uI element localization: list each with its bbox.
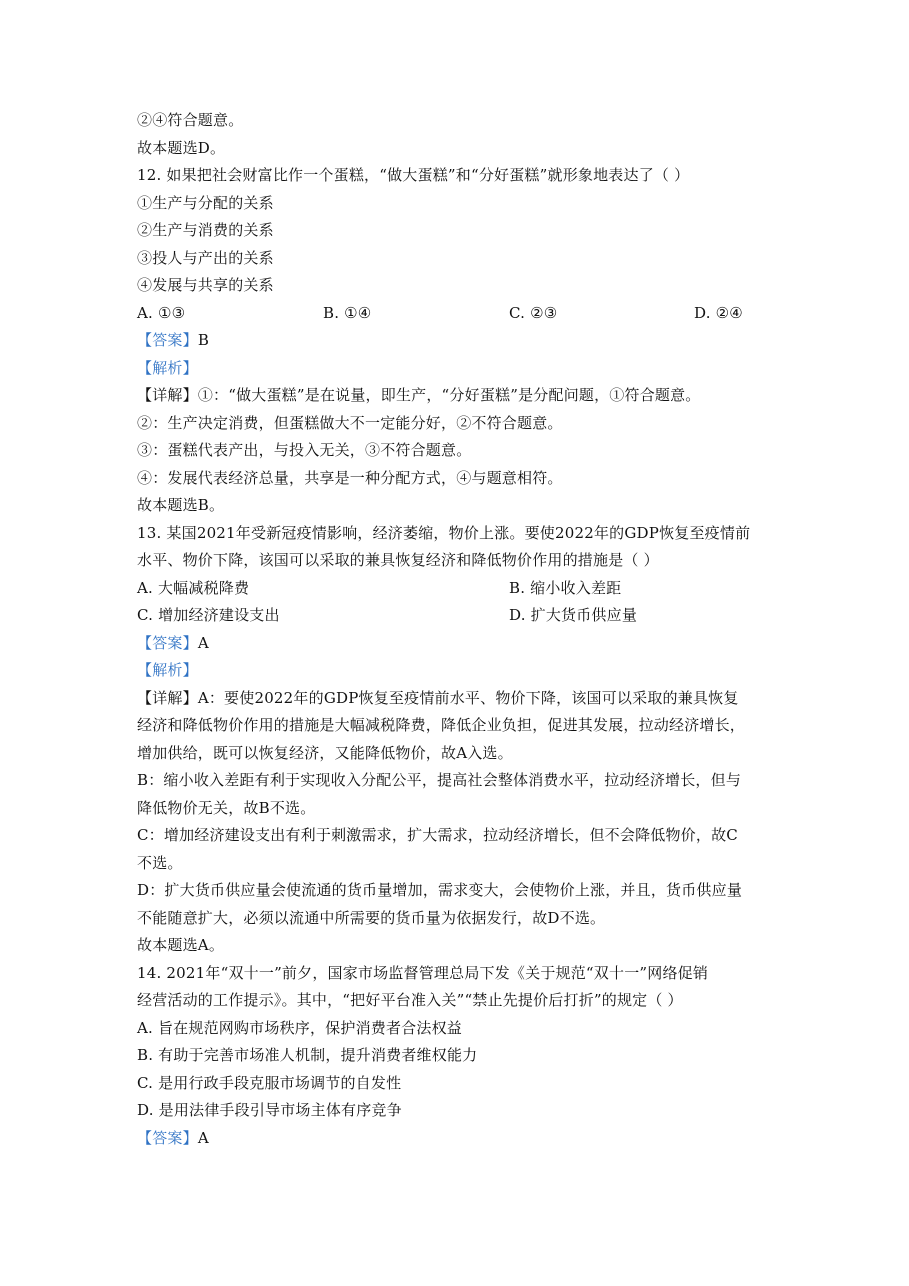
q13-options-row1 xyxy=(137,575,787,603)
q12-detail-line: ③：蛋糕代表产出，与投入无关，③不符合题意。 xyxy=(137,441,472,459)
intro-conclusion: 故本题选D。 xyxy=(137,138,226,157)
answer-tag: 【答案】 xyxy=(137,331,198,349)
q12-option-d: D. ②④ xyxy=(694,303,743,322)
detail-tag: 【详解】 xyxy=(137,386,198,404)
answer-tag: 【答案】 xyxy=(137,1128,198,1147)
answer-value: A xyxy=(197,633,209,652)
q12-stem: 12. 如果把社会财富比作一个蛋糕，“做大蛋糕”和“分好蛋糕”就形象地表达了（ ） xyxy=(137,166,690,184)
q14-option-a: A. 旨在规范网购市场秩序，保护消费者合法权益 xyxy=(137,1018,462,1037)
q13-option-b: B. 缩小收入差距 xyxy=(509,578,622,597)
q13-detail-line: 不能随意扩大，必须以流通中所需要的货币量为依据发行，故D不选。 xyxy=(137,908,606,927)
q13-detail-line: 降低物价无关，故B不选。 xyxy=(137,798,316,817)
q13-detail-line: 不选。 xyxy=(137,853,183,872)
analysis-tag: 【解析】 xyxy=(137,661,198,679)
answer-value: A xyxy=(197,1128,209,1147)
q12-item: ①生产与分配的关系 xyxy=(137,193,274,212)
q13-option-d: D. 扩大货币供应量 xyxy=(509,606,638,624)
q12-answer xyxy=(137,327,787,355)
intro-line: ②④符合题意。 xyxy=(137,111,244,129)
q12-option-b: B. ①④ xyxy=(323,303,372,322)
q13-option-c: C. 增加经济建设支出 xyxy=(137,606,280,624)
q14-option-c: C. 是用行政手段克服市场调节的自发性 xyxy=(137,1073,402,1092)
q12-detail-line: ④：发展代表经济总量，共享是一种分配方式，④与题意相符。 xyxy=(137,468,563,487)
q13-detail-line: 增加供给，既可以恢复经济，又能降低物价，故A入选。 xyxy=(137,743,513,762)
q14-answer xyxy=(137,1125,787,1153)
q12-item: ②生产与消费的关系 xyxy=(137,221,274,239)
q14-stem-line1: 14. 2021年“双十一”前夕，国家市场监督管理总局下发《关于规范“双十一”网络促销 xyxy=(137,963,709,982)
q12-analysis xyxy=(137,355,787,383)
q13-detail-line: C：增加经济建设支出有利于刺激需求，扩大需求，拉动经济增长，但不会降低物价，故C xyxy=(137,826,738,844)
q12-option-c: C. ②③ xyxy=(509,303,558,322)
q12-conclusion: 故本题选B。 xyxy=(137,496,225,514)
q13-detail-line: D：扩大货币供应量会使流通的货币量增加，需求变大，会使物价上涨，并且，货币供应量 xyxy=(137,881,743,899)
answer-value: B xyxy=(197,331,210,349)
q12-detail-line: ②：生产决定消费，但蛋糕做大不一定能分好，②不符合题意。 xyxy=(137,413,563,432)
q12-item: ③投人与产出的关系 xyxy=(137,248,274,267)
q14-option-b: B. 有助于完善市场准人机制，提升消费者维权能力 xyxy=(137,1046,478,1064)
q12-detail-first xyxy=(137,382,787,410)
q12-options xyxy=(137,300,787,328)
q13-stem-line2: 水平、物价下降，该国可以采取的兼具恢复经济和降低物价作用的措施是（ ） xyxy=(137,551,659,569)
q13-answer xyxy=(137,630,787,658)
q13-detail-first xyxy=(137,685,787,713)
q13-option-a: A. 大幅减税降费 xyxy=(137,578,250,597)
q13-stem-line1: 13. 某国2021年受新冠疫情影响，经济萎缩，物价上涨。要使2022年的GDP恢复至疫情前 xyxy=(137,523,751,542)
q13-conclusion: 故本题选A。 xyxy=(137,936,225,954)
document-content xyxy=(137,107,787,1152)
q14-option-d: D. 是用法律手段引导市场主体有序竞争 xyxy=(137,1101,402,1119)
q12-option-a: A. ①③ xyxy=(137,303,186,322)
q13-options-row2 xyxy=(137,602,787,630)
detail-tag: 【详解】 xyxy=(137,688,198,707)
q13-analysis xyxy=(137,657,787,685)
q13-detail-line: 经济和降低物价作用的措施是大幅减税降费，降低企业负担，促进其发展，拉动经济增长， xyxy=(137,716,746,734)
q14-stem-line2: 经营活动的工作提示》。其中，“把好平台准入关”“禁止先提价后打折”的规定（ ） xyxy=(137,991,683,1009)
detail-text: ①：“做大蛋糕”是在说量，即生产，“分好蛋糕”是分配问题，①符合题意。 xyxy=(197,386,701,404)
detail-text: A：要使2022年的GDP恢复至疫情前水平、物价下降，该国可以采取的兼具恢复 xyxy=(197,688,739,707)
answer-tag: 【答案】 xyxy=(137,633,198,652)
q13-detail-line: B：缩小收入差距有利于实现收入分配公平，提高社会整体消费水平，拉动经济增长，但与 xyxy=(137,771,742,789)
analysis-tag: 【解析】 xyxy=(137,358,198,377)
q12-item: ④发展与共享的关系 xyxy=(137,276,274,294)
